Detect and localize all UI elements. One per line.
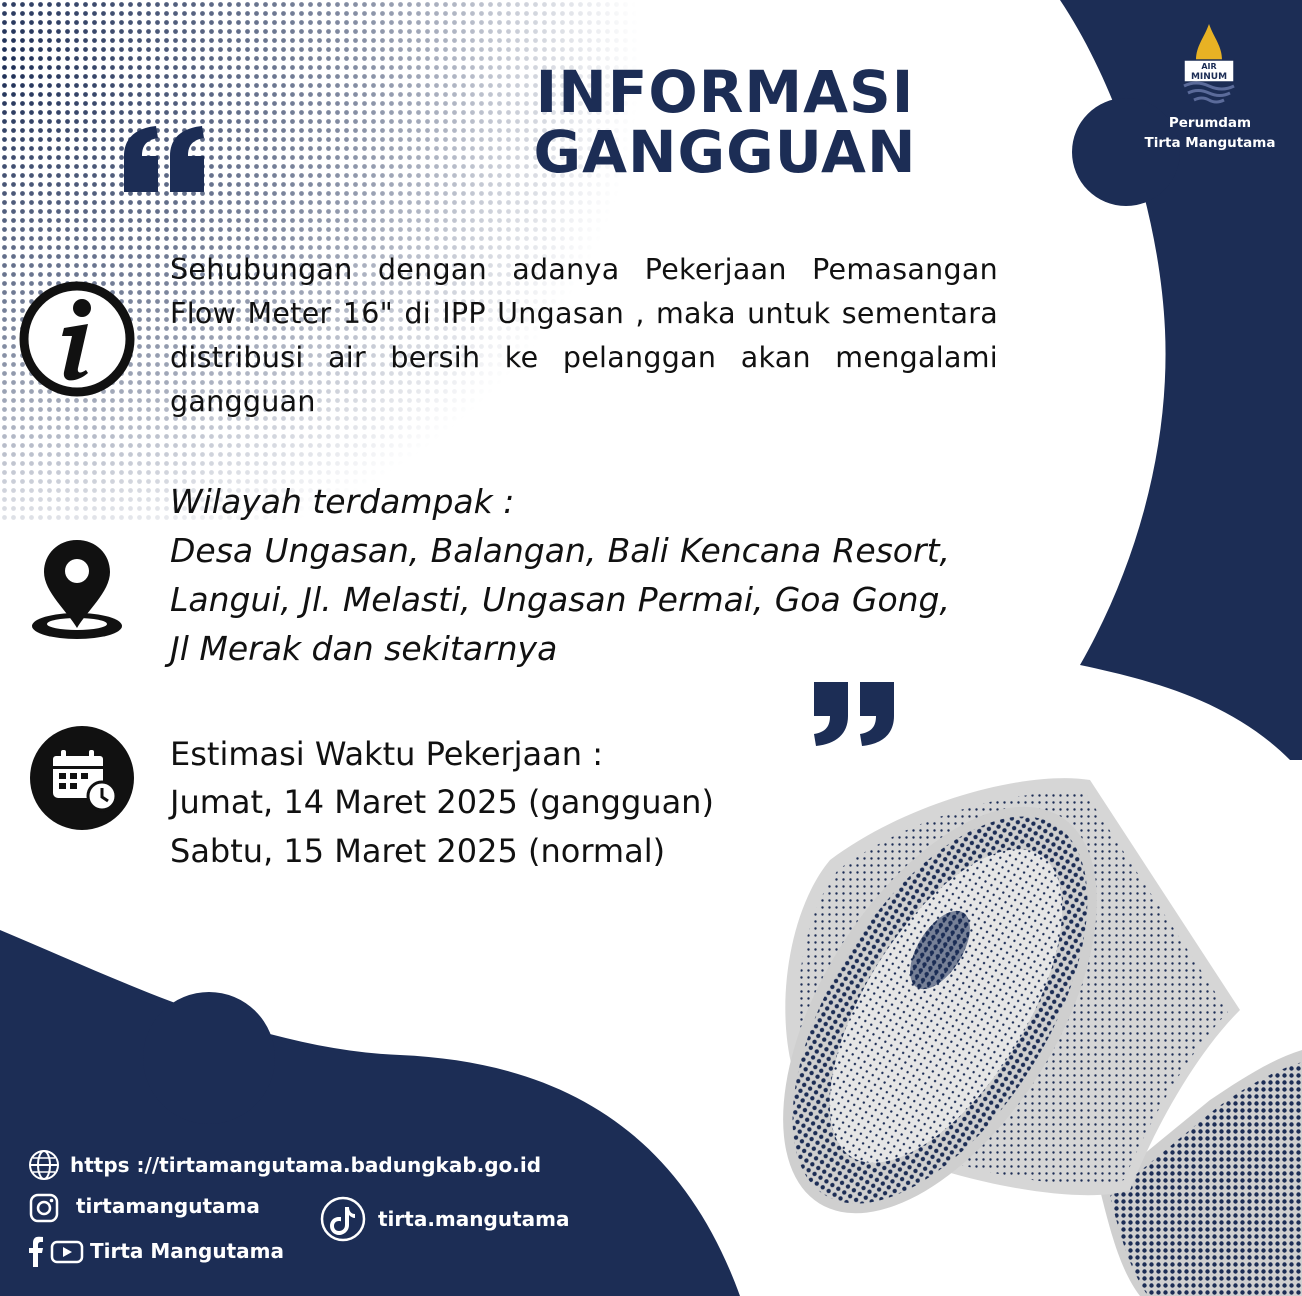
brand-name-line2: Tirta Mangutama <box>1144 135 1276 151</box>
location-pin-icon <box>30 538 124 642</box>
facebook-icon <box>28 1235 44 1267</box>
decor-circle-bottom <box>143 992 275 1124</box>
info-icon <box>18 280 136 398</box>
instagram-handle[interactable]: tirtamangutama <box>76 1194 260 1218</box>
tiktok-handle[interactable]: tirta.mangutama <box>378 1207 570 1231</box>
logo-text-bottom: MINUM <box>1190 72 1228 82</box>
facebook-youtube-handle[interactable]: Tirta Mangutama <box>90 1239 284 1263</box>
logo-text-top: AIR <box>1201 62 1217 71</box>
instagram-icon <box>28 1192 60 1224</box>
affected-area-list: Desa Ungasan, Balangan, Bali Kencana Resort, Langui, Jl. Melasti, Ungasan Permai, Goa Gong, Jl Merak dan sekitarnya <box>170 531 950 668</box>
calendar-clock-icon <box>30 726 134 830</box>
schedule-label: Estimasi Waktu Pekerjaan : <box>170 735 603 773</box>
megaphone-icon <box>770 750 1302 1296</box>
notice-text: Sehubungan dengan adanya Pekerjaan Pemasangan Flow Meter 16" di IPP Ungasan , maka untuk sementara distribusi air bersih ke pelanggan akan mengalami gangguan <box>170 253 998 418</box>
globe-icon <box>28 1149 60 1181</box>
page-title-line1: INFORMASI <box>535 58 915 126</box>
website-link[interactable]: https ://tirtamangutama.badungkab.go.id <box>70 1153 542 1177</box>
brand-name-line1: Perumdam <box>1168 115 1252 131</box>
air-minum-logo-icon <box>1178 22 1240 104</box>
youtube-icon <box>50 1240 84 1264</box>
tiktok-icon <box>320 1196 366 1242</box>
schedule-disruption-date: Jumat, 14 Maret 2025 (gangguan) <box>170 783 714 821</box>
schedule-normal-date: Sabtu, 15 Maret 2025 (normal) <box>170 832 666 870</box>
page-title-line2: GANGGUAN <box>533 118 917 186</box>
open-quote-icon <box>122 126 208 192</box>
close-quote-icon <box>812 682 898 746</box>
affected-area-label: Wilayah terdampak : <box>170 482 515 521</box>
